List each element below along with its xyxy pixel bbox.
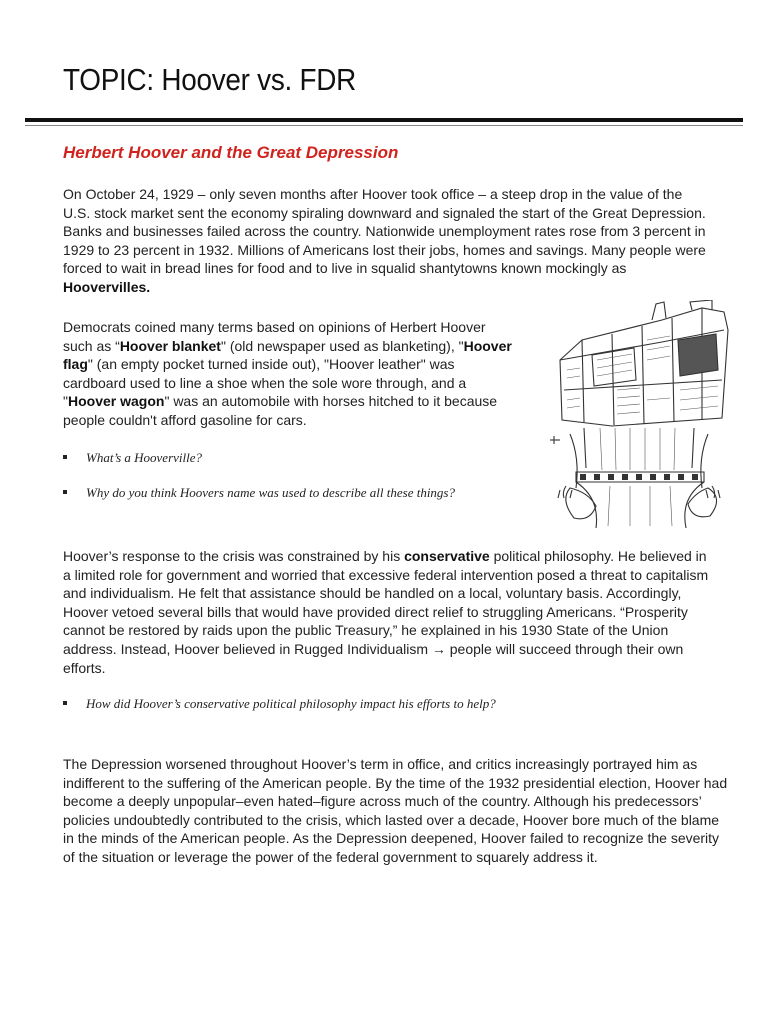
paragraph-response bbox=[63, 547, 713, 677]
document-title: TOPIC: Hoover vs. FDR bbox=[63, 62, 357, 97]
question-text: What’s a Hooverville? bbox=[86, 450, 203, 465]
question-list-1 bbox=[63, 450, 455, 520]
term-hoover-wagon: Hoover wagon bbox=[67, 393, 165, 410]
terms-text-4: " was an automobile with horses hitched to it because people couldn't afford gasoline for cars. bbox=[63, 393, 498, 428]
term-conservative: conservative bbox=[404, 548, 490, 564]
question-text: Why do you think Hoovers name was used to describe all these things? bbox=[86, 485, 455, 500]
question-item bbox=[63, 485, 455, 501]
response-text-1: Hoover’s response to the crisis was constrained by his bbox=[63, 548, 405, 564]
question-item bbox=[63, 450, 455, 466]
question-item bbox=[63, 696, 496, 712]
title-rule-thick bbox=[25, 118, 743, 122]
paragraph-intro bbox=[63, 185, 713, 297]
terms-text-3: " (an empty pocket turned inside out), "Hoover leather" was cardboard used to line a shoe when the sole wore through, and a " bbox=[63, 356, 467, 410]
paragraph-depression-worsened: The Depression worsened throughout Hoover’s term in office, and critics increasingly portrayed him as indifferent to the suffering of the American people. By the time of the 1932 presidential election, Hoover had become a deeply unpopular–even hated–figure across much of the country. Although his predecessors’ policies undoubtedly contributed to the crisis, which lasted over a decade, Hoover bore much of the blame in the minds of the American people. As the Depression deepened, Hoover failed to recognize the severity of the situation or leverage the power of the federal government to squarely address it. bbox=[63, 756, 728, 865]
shantytown-illustration bbox=[552, 300, 732, 430]
section-heading: Herbert Hoover and the Great Depression bbox=[63, 143, 399, 162]
question-text: How did Hoover’s conservative political philosophy impact his efforts to help? bbox=[86, 696, 496, 711]
term-hoovervilles: Hoovervilles. bbox=[63, 278, 151, 295]
terms-text-2: " (old newspaper used as blanketing), " bbox=[220, 337, 464, 354]
question-list-2 bbox=[63, 696, 496, 731]
term-hoover-flag: Hoover flag bbox=[63, 337, 512, 373]
empty-pockets-illustration bbox=[540, 428, 740, 528]
paragraph-terms bbox=[63, 318, 513, 430]
bullet-icon bbox=[63, 701, 67, 705]
title-rule-thin bbox=[25, 125, 743, 126]
bullet-icon bbox=[63, 490, 67, 494]
terms-text-1: Democrats coined many terms based on opinions of Herbert Hoover such as “ bbox=[63, 319, 486, 354]
term-hoover-blanket: Hoover blanket bbox=[119, 337, 221, 354]
paragraph-intro-text: On October 24, 1929 – only seven months after Hoover took office – a steep drop in the value of the U.S. stock market sent the economy spiraling downward and signaled the start of the Great Depression. Banks and businesses failed across the country. Nationwide unemployment rates rose from 3 percent in 1929 to 23 percent in 1932. Millions of Americans lost their jobs, homes and savings. Many people were forced to wait in bread lines for food and to live in squalid shantytowns known mockingly as bbox=[63, 186, 706, 277]
bullet-icon bbox=[63, 455, 67, 459]
response-text-2: political philosophy. He believed in a limited role for government and worried that excessive federal intervention posed a threat to capitalism and individualism. He felt that assistance should be handled on a local, voluntary basis. Accordingly, Hoover vetoed several bills that would have provided direct relief to struggling Americans. “Prosperity cannot be restored by raids upon the public Treasury,” he explained in his 1930 State of the Union address. Instead, Hoover believed in Rugged Individualism → people will succeed through their own efforts. bbox=[63, 548, 709, 676]
